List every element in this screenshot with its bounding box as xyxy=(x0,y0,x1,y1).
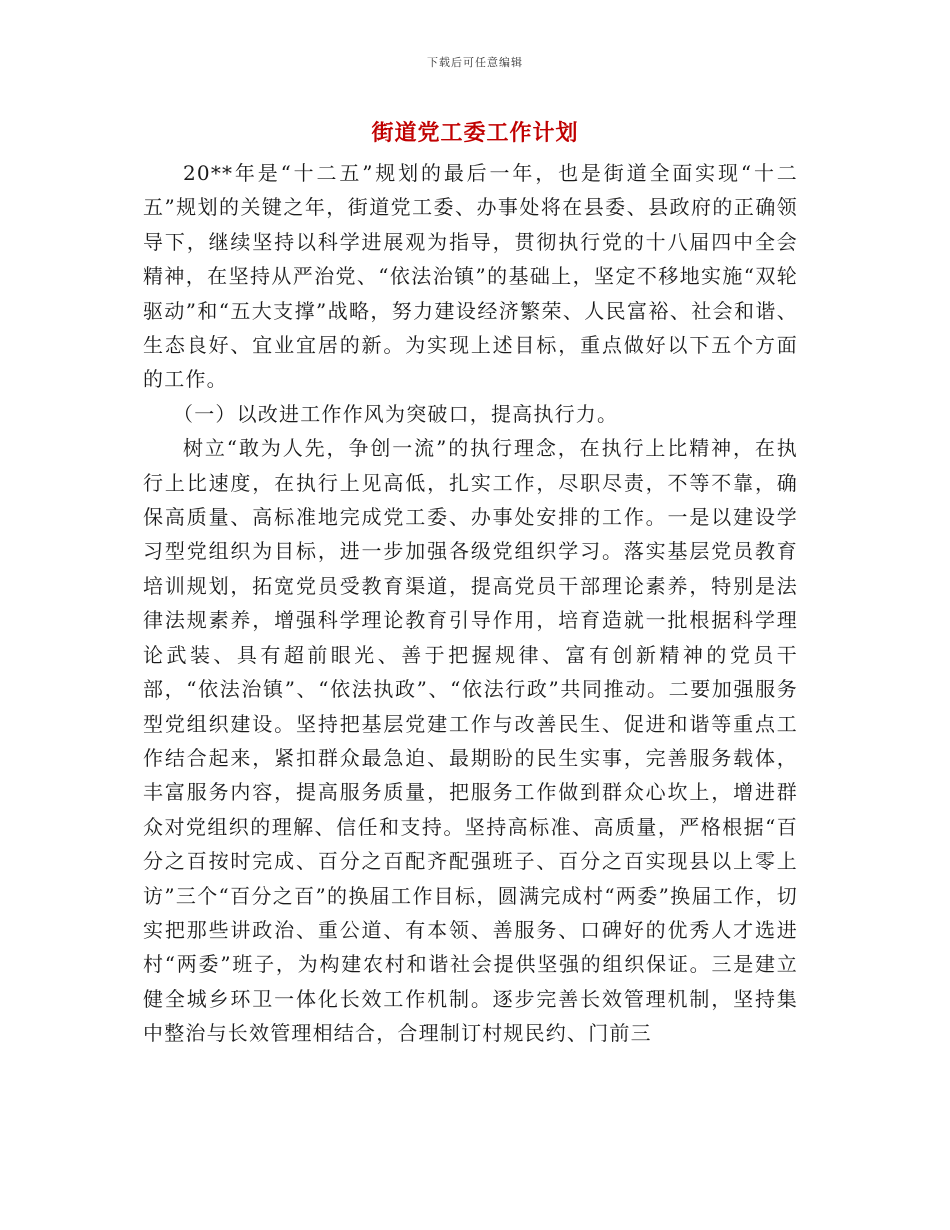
document-body xyxy=(143,156,798,1051)
paragraph-intro: 20**年是“十二五”规划的最后一年，也是街道全面实现“十二五”规划的关键之年，街道党工委、办事处将在县委、县政府的正确领导下，继续坚持以科学进展观为指导，贯彻执行党的十八届四中全会精神，在坚持从严治党、“依法治镇”的基础上，坚定不移地实施“双轮驱动”和“五大支撑”战略，努力建设经济繁荣、人民富裕、社会和谐、生态良好、宜业宜居的新。为实现上述目标，重点做好以下五个方面的工作。 xyxy=(143,161,798,392)
document-title: 街道党工委工作计划 xyxy=(371,120,579,146)
section-heading-1: （一）以改进工作作风为突破口，提高执行力。 xyxy=(173,401,619,426)
page-header-note: 下载后可任意编辑 xyxy=(427,56,523,69)
paragraph-section-1: 树立“敢为人先，争创一流”的执行理念，在执行上比精神，在执行上比速度，在执行上见高低，扎实工作，尽职尽责，不等不靠，确保高质量、高标准地完成党工委、办事处安排的工作。一是以建设学习型党组织为目标，进一步加强各级党组织学习。落实基层党员教育培训规划，拓宽党员受教育渠道，提高党员干部理论素养，特别是法律法规素养，增强科学理论教育引导作用，培育造就一批根据科学理论武装、具有超前眼光、善于把握规律、富有创新精神的党员干部，“依法治镇”、“依法执政”、“依法行政”共同推动。二要加强服务型党组织建设。坚持把基层党建工作与改善民生、促进和谐等重点工作结合起来，紧扣群众最急迫、最期盼的民生实事，完善服务载体，丰富服务内容，提高服务质量，把服务工作做到群众心坎上，增进群众对党组织的理解、信任和支持。坚持高标准、高质量，严格根据“百分之百按时完成、百分之百配齐配强班子、百分之百实现县以上零上访”三个“百分之百”的换届工作目标，圆满完成村“两委”换届工作，切实把那些讲政治、重公道、有本领、善服务、口碑好的优秀人才选进村“两委”班子，为构建农村和谐社会提供坚强的组织保证。三是建立健全城乡环卫一体化长效工作机制。逐步完善长效管理机制，坚持集中整治与长效管理相结合，合理制订村规民约、门前三 xyxy=(143,436,798,1046)
